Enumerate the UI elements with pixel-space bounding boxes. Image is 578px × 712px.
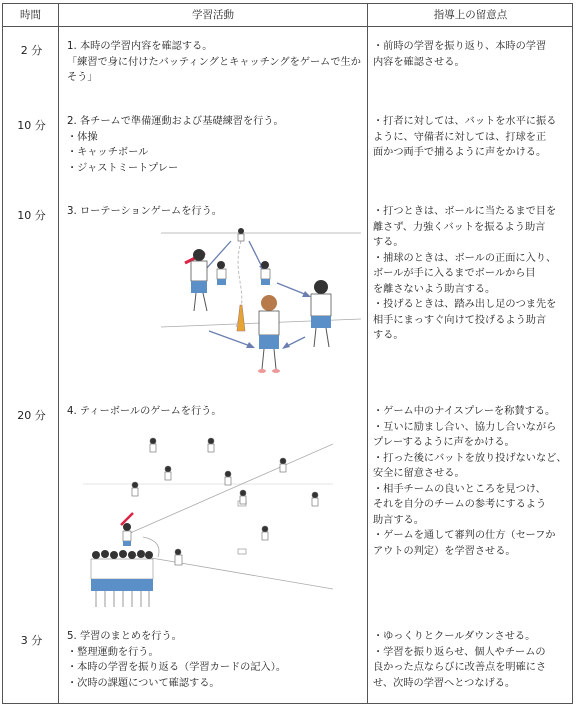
- row-5-notes: ・ゆっくりとクールダウンさせる。 ・学習を振り返らせ、個人やチームの 良かった点ならびに改善点を明確にさ せ、次時の学習へとつなげる。: [373, 631, 547, 689]
- row-3-notes: ・打つときは、ボールに当たるまで目を 離さず、力強くバットを振るよう助言 する。 ・捕球のときは、ボールの正面に入り、 ボールが手に入るまでボールから目 を離さないよう助言する。 ・投げるときは、踏み出し足のつま先を 相手にまっすぐ向けて投げるよう助言 する。: [373, 206, 557, 341]
- row-2-time: 10 分: [17, 119, 46, 132]
- column-divider: [58, 4, 59, 703]
- row-3-time: 10 分: [17, 209, 46, 222]
- header-activity: 学習活動: [192, 9, 234, 21]
- row-3-activity: 3. ローテーションゲームを行う。: [67, 206, 222, 217]
- row-4-activity: 4. ティーボールのゲームを行う。: [67, 406, 222, 417]
- row-2-notes: ・打者に対しては、バットを水平に振る ように、守備者に対しては、打球を正 面かつ両手で捕るように声をかける。: [373, 116, 557, 158]
- column-divider: [367, 4, 368, 703]
- lesson-plan-table: [2, 3, 573, 704]
- row-4-notes: ・ゲーム中のナイスプレーを称賛する。 ・互いに励まし合い、協力し合いながら プレーするように声をかける。 ・打った後にバットを放り投げないなど、 安全に留意させる。 ・相手チームの良いところを見つけ、 それを自分のチームの参考にするよう 助言する。 ・ゲームを通して審判の仕方（セーフか アウトの判定）を学習させる。: [373, 406, 567, 557]
- row-1-time: 2 分: [20, 44, 43, 57]
- header-time: 時間: [20, 9, 41, 21]
- header-notes: 指導上の留意点: [433, 9, 508, 21]
- row-2-activity: 2. 各チームで準備運動および基礎練習を行う。 ・体操 ・キャッチボール ・ジャストミートプレー: [67, 116, 284, 174]
- teeball-game-illustration: [83, 429, 333, 614]
- row-5-time: 3 分: [20, 634, 43, 647]
- header-divider: [3, 26, 572, 27]
- rotation-game-illustration: [161, 219, 361, 389]
- row-4-time: 20 分: [17, 409, 46, 422]
- row-5-activity: 5. 学習のまとめを行う。 ・整理運動を行う。 ・本時の学習を振り返る（学習カードの記入）。 ・次時の課題について確認する。: [67, 631, 287, 689]
- row-1-activity: 1. 本時の学習内容を確認する。 「練習で身に付けたバッティングとキャッチングをゲームで生か そう」: [67, 41, 361, 83]
- row-1-notes: ・前時の学習を振り返り、本時の学習 内容を確認させる。: [373, 41, 547, 68]
